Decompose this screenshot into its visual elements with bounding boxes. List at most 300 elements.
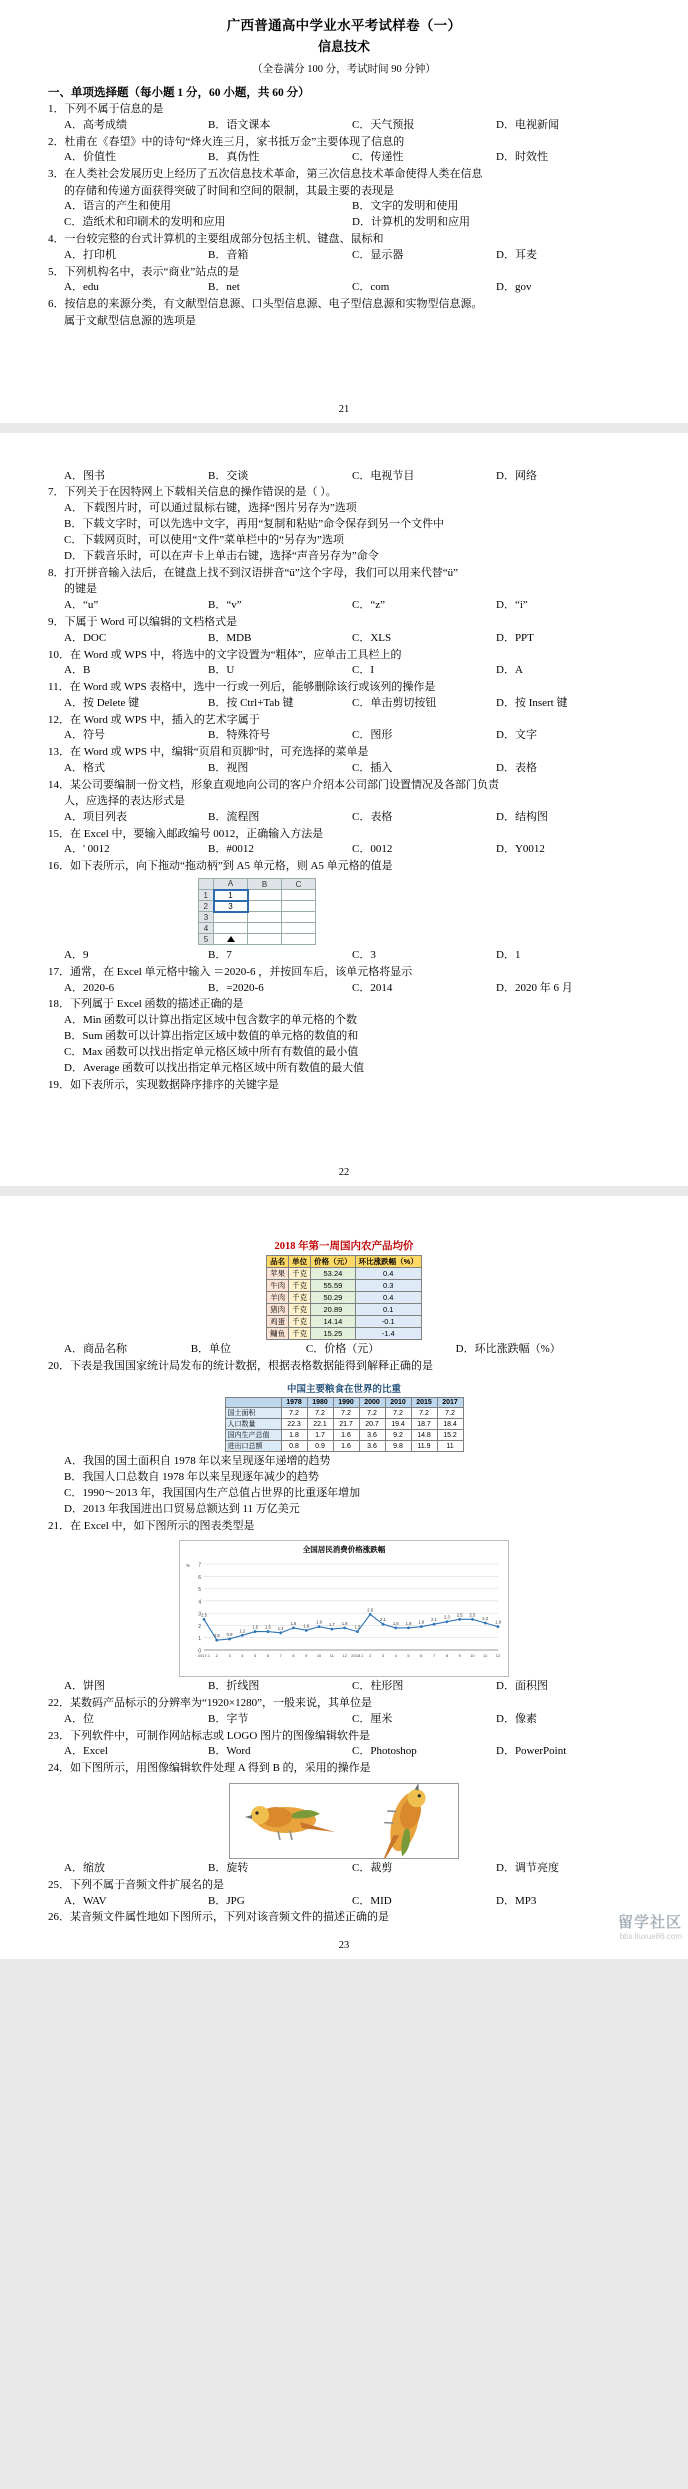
svg-text:6: 6 [420,1653,423,1659]
page-number: 22 [338,1167,350,1179]
option-b: B．net [208,281,240,294]
cell: 21.7 [333,1419,359,1430]
cell: 3.6 [359,1430,385,1441]
option-c: C．单击剪切按钮 [352,696,437,709]
svg-text:9: 9 [458,1653,461,1659]
col-1990: 1990 [333,1398,359,1408]
option-d: D．文字 [496,729,537,742]
table-row [225,1441,463,1452]
question-21-stem: 21．在 Excel 中，如下图所示的图表类型是 [48,1519,255,1532]
chart-canvas [184,1556,504,1674]
option-c: C．图形 [352,729,393,742]
svg-text:8: 8 [292,1653,295,1659]
option-d: D．Y0012 [496,843,545,856]
option-c: C．柱形图 [352,1680,404,1693]
svg-text:1.5: 1.5 [264,1624,271,1630]
svg-text:1.4: 1.4 [277,1626,284,1632]
col-unit: 单位 [289,1256,311,1268]
cell: 22.3 [281,1419,307,1430]
table-header-row [267,1256,422,1268]
cell-name: 牛肉 [267,1280,289,1292]
option-b: B．特殊符号 [208,729,271,742]
question-10-stem: 10．在 Word 或 WPS 中，将选中的文字设置为“粗体”，应单击工具栏上的 [48,648,402,661]
table-header-row [199,879,316,890]
question-20-option-d: D．2013 年我国进出口贸易总额达到 11 万亿美元 [64,1502,300,1515]
watermark-title: 留学社区 [617,1914,682,1932]
option-b: B．7 [208,949,232,961]
cell-change: 0.3 [355,1280,421,1292]
option-d: D．2020 年 6 月 [496,981,573,994]
option-d: D．结构图 [496,810,548,823]
option-b: B．真伪性 [208,151,260,164]
option-b: B．文字的发明和使用 [352,200,459,213]
svg-text:7: 7 [432,1653,436,1659]
option-d: D．时效性 [496,151,548,164]
svg-text:3: 3 [228,1653,231,1659]
option-a: A．edu [64,281,99,294]
option-a: A．Excel [64,1745,108,1758]
question-3-options-row2 [64,215,640,231]
cell-b3 [248,912,282,923]
cell: 7.2 [281,1408,307,1419]
svg-text:10: 10 [470,1653,475,1659]
cell-change: 0.4 [355,1292,421,1304]
question-15-stem: 15．在 Excel 中，要输入邮政编号 0012，正确输入方法是 [48,827,324,840]
option-c: C．插入 [352,761,393,774]
question-25-options [64,1894,640,1910]
svg-text:1.5: 1.5 [252,1624,259,1630]
question-23-stem: 23．下列软件中，可制作网站标志或 LOGO 图片的图像编辑软件是 [48,1729,371,1742]
option-b: B．折线图 [208,1680,260,1693]
option-a: A．饼图 [64,1680,105,1693]
col-2017: 2017 [437,1398,463,1408]
table-header-row [225,1398,463,1408]
option-a: A．缩放 [64,1862,105,1874]
row-header: 3 [199,912,214,923]
option-c: C．价格（元） [305,1343,380,1356]
table-row [199,901,316,912]
cell-price: 50.29 [311,1292,356,1304]
svg-text:5: 5 [198,1587,201,1594]
cell-b4 [248,923,282,934]
option-c: C．0012 [352,843,393,856]
option-d: D．PowerPoint [496,1745,567,1758]
option-a: A．' 0012 [64,843,110,856]
svg-text:2.1: 2.1 [431,1617,438,1623]
svg-text:5: 5 [407,1653,410,1659]
table-row [267,1304,422,1316]
question-9-stem: 9．下属于 Word 可以编辑的文档格式是 [48,615,238,628]
cell: 18.4 [437,1419,463,1430]
site-watermark [618,1911,682,1941]
option-b: B．#0012 [208,843,254,856]
cell-b2 [248,901,282,912]
svg-text:2.9: 2.9 [367,1607,374,1613]
option-c: C．I [352,664,374,677]
col-c: C [282,879,316,890]
cpi-line-chart-figure [179,1540,509,1677]
option-a: A．按 Delete 键 [64,696,140,709]
option-d: D．gov [496,281,532,294]
question-19-stem: 19．如下表所示，实现数据降序排序的关键字是 [48,1078,279,1091]
option-a: A．项目列表 [64,810,127,823]
svg-text:1.8: 1.8 [392,1621,399,1627]
option-d: D．电视新闻 [496,118,559,131]
cell-c1 [282,890,316,901]
option-b: B．旋转 [208,1862,249,1874]
question-6-stem-line1: 6．按信息的来源分类，有文献型信息源、口头型信息源、电子型信息源和实物型信息源。 [48,298,483,311]
svg-text:10: 10 [316,1653,322,1659]
svg-text:2.5: 2.5 [469,1612,476,1618]
cell: 0.9 [307,1441,333,1452]
cell: 11 [437,1441,463,1452]
svg-text:1.9: 1.9 [316,1620,322,1626]
svg-text:1.5: 1.5 [354,1624,361,1630]
option-d: D．按 Insert 键 [496,696,568,709]
question-23-options [64,1744,640,1760]
svg-text:7: 7 [279,1653,282,1659]
table-row [225,1430,463,1441]
col-blank [225,1398,281,1408]
question-4-stem: 4．一台较完整的台式计算机的主要组成部分包括主机、键盘、鼠标和 [48,233,384,246]
option-a: A．符号 [64,729,105,742]
question-7-option-d: D．下载音乐时，可以在声卡上单击右键，选择“声音另存为”命令 [64,549,379,562]
table-row [267,1316,422,1328]
excel-fill-handle-figure [198,878,316,945]
cell: 3.6 [359,1441,385,1452]
svg-text:3: 3 [198,1612,201,1619]
option-b: B．MDB [208,631,252,644]
table-row [267,1328,422,1340]
question-7-option-c: C．下载网页时，可以使用“文件”菜单栏中的“另存为”选项 [64,533,344,546]
cell: 18.7 [411,1419,437,1430]
svg-text:1.8: 1.8 [405,1621,412,1627]
question-7-option-b: B．下载文字时，可以先选中文字，再用“复制和粘贴”命令保存到另一个文件中 [64,517,445,530]
svg-text:11: 11 [483,1653,488,1659]
row-header: 1 [199,890,214,901]
svg-text:1.9: 1.9 [418,1620,425,1626]
page-22 [0,433,688,1187]
question-16-options [64,948,640,964]
svg-text:4: 4 [394,1653,397,1659]
option-b: B．JPG [208,1894,245,1907]
question-22-options [64,1712,640,1728]
option-c: C．XLS [352,631,392,644]
cell-change: -1.4 [355,1328,421,1340]
option-a: A．位 [64,1712,94,1725]
cell-a5 [214,934,248,945]
option-a: A．价值性 [64,151,116,164]
page-23 [0,1196,688,1959]
chart-title: 全国居民消费价格涨跌幅 [302,1545,386,1555]
row-label: 人口数量 [225,1419,281,1430]
cell-name: 鸡蛋 [267,1316,289,1328]
option-d: D．环比涨跌幅（%） [455,1343,561,1356]
cell-c3 [282,912,316,923]
question-14-options [64,810,640,826]
option-b: B．“v” [208,599,242,612]
cell: 19.4 [385,1419,411,1430]
option-d: D．1 [496,949,521,961]
bird-image-figure [229,1783,459,1859]
option-b: B．Word [208,1745,251,1758]
row-header: 4 [199,923,214,934]
cell-a3 [214,912,248,923]
cell: 9.2 [385,1430,411,1441]
cell: 7.2 [437,1408,463,1419]
question-17-stem: 17．通常，在 Excel 单元格中输入 ＝2020-6 ，并按回车后，该单元格将显示 [48,965,413,978]
svg-text:%: % [186,1563,191,1569]
question-18-stem: 18．下列属于 Excel 函数的描述正确的是 [48,998,244,1011]
option-a: A．B [64,664,91,677]
question-5-stem: 5．下列机构名中，表示“商业”站点的是 [48,265,240,278]
question-25-stem: 25．下列不属于音频文件扩展名的是 [48,1878,224,1891]
question-20-option-b: B．我国人口总数自 1978 年以来呈现逐年减少的趋势 [64,1470,319,1483]
svg-text:12: 12 [495,1653,501,1659]
option-a: A．语言的产生和使用 [64,200,171,213]
svg-text:2: 2 [215,1653,218,1659]
question-5-options [64,280,640,296]
question-1-options [64,118,640,134]
cell: 7.2 [359,1408,385,1419]
option-c: C．裁剪 [352,1862,393,1874]
cell: 7.2 [333,1408,359,1419]
table-row [199,923,316,934]
cell-price: 55.59 [311,1280,356,1292]
cell-price: 20.89 [311,1304,356,1316]
question-13-stem: 13．在 Word 或 WPS 中，编辑“页眉和页脚”时，可充选择的菜单是 [48,746,369,759]
option-c: C．厘米 [352,1712,393,1725]
option-c: C．3 [352,949,376,961]
svg-text:12: 12 [342,1653,347,1659]
question-12-stem: 12．在 Word 或 WPS 中，插入的艺术字属于 [48,713,260,726]
option-a: A．高考成绩 [64,118,127,131]
question-2-options [64,150,640,166]
svg-text:2.5: 2.5 [201,1612,207,1618]
question-1-stem: 1．下列不属于信息的是 [48,103,164,115]
option-d: D．调节亮度 [496,1862,559,1874]
cell-unit: 千克 [289,1304,311,1316]
option-b: B．字节 [208,1712,249,1725]
question-7-stem: 7．下列关于在因特网上下载相关信息的操作错误的是（ ）。 [48,486,337,499]
question-22-stem: 22．某数码产品标示的分辨率为“1920×1280”，一般来说，其单位是 [48,1697,372,1710]
option-a: A．商品名称 [64,1343,127,1356]
option-c: C．造纸术和印刷术的发明和应用 [64,216,226,229]
svg-text:9: 9 [305,1653,308,1659]
cell-c2 [282,901,316,912]
svg-text:1.2: 1.2 [239,1628,246,1634]
svg-text:6: 6 [266,1653,270,1659]
option-b: B．音箱 [208,248,249,261]
option-c: C．显示器 [352,248,404,261]
cell-change: 0.1 [355,1304,421,1316]
col-1978: 1978 [281,1398,307,1408]
svg-text:5: 5 [254,1653,257,1659]
option-b: B．U [208,664,235,677]
cell-name: 鳙鱼 [267,1328,289,1340]
question-20-option-c: C．1990～2013 年，我国国内生产总值占世界的比重逐年增加 [64,1486,361,1499]
col-2000: 2000 [359,1398,385,1408]
option-a: A．DOC [64,631,107,644]
col-price: 价格（元） [311,1256,356,1268]
option-d: D．像素 [496,1712,537,1725]
cell: 20.7 [359,1419,385,1430]
option-d: D．MP3 [496,1894,537,1907]
svg-text:6: 6 [198,1575,201,1582]
cell-change: 0.4 [355,1268,421,1280]
col-name: 品名 [267,1256,289,1268]
cell-price: 15.25 [311,1328,356,1340]
cell: 7.2 [411,1408,437,1419]
option-a: A．9 [64,949,89,961]
corner-cell [199,879,214,890]
cell-unit: 千克 [289,1268,311,1280]
option-b: B．单位 [190,1343,232,1356]
cell: 1.6 [333,1430,359,1441]
cell: 14.8 [411,1430,437,1441]
section-heading-1: 一、单项选择题（每小题 1 分，60 小题，共 60 分） [48,87,310,99]
svg-text:2.1: 2.1 [380,1617,386,1623]
svg-text:1.9: 1.9 [495,1620,501,1626]
option-a: A．“u” [64,599,99,612]
question-14-stem-line2: 人，应选择的表达形式是 [64,795,185,808]
exam-note: （全卷满分 100 分，考试时间 90 分钟） [252,64,436,75]
question-3-stem-line1: 3．在人类社会发展历史上经历了五次信息技术革命，第三次信息技术革命使得人类在信息 [48,168,483,181]
question-8-stem-line1: 8．打开拼音输入法后，在键盘上找不到汉语拼音“ü”这个字母，我们可以用来代替“ü” [48,566,459,579]
gdp-share-table [225,1397,464,1452]
bird-illustration [230,1784,459,1859]
svg-text:4: 4 [198,1599,201,1606]
cell-name: 羊肉 [267,1292,289,1304]
table-row [199,912,316,923]
svg-text:0: 0 [198,1648,201,1655]
option-c: C．2014 [352,981,393,994]
question-11-options [64,696,640,712]
cell-a4 [214,923,248,934]
option-d: D．A [496,664,523,677]
svg-text:2.2: 2.2 [482,1616,489,1622]
cell-b1 [248,890,282,901]
cell: 7.2 [385,1408,411,1419]
question-26-stem: 26．某音频文件属性地如下图所示，下列对该音频文件的描述正确的是 [48,1911,389,1924]
question-24-options [64,1861,640,1877]
option-c: C．天气预报 [352,118,415,131]
question-24-stem: 24．如下图所示，用图像编辑软件处理 A 得到 B 的，采用的操作是 [48,1762,371,1775]
fill-handle-arrow-icon [227,936,235,942]
question-9-options [64,631,640,647]
cell-name: 苹果 [267,1268,289,1280]
question-14-stem-line1: 14．某公司要编制一份文档，形象直观地向公司的客户介绍本公司部门设置情况及各部门负责 [48,778,499,791]
question-7-option-a: A．下载图片时，可以通过鼠标右键，选择“图片另存为”选项 [64,502,357,515]
question-16-stem: 16．如下表所示，向下拖动“拖动柄”到 A5 单元格，则 A5 单元格的值是 [48,860,393,873]
question-11-stem: 11．在 Word 或 WPS 表格中，选中一行或一列后，能够删除该行或该列的操作是 [48,681,436,694]
question-18-option-b: B．Sum 函数可以计算出指定区域中数值的单元格的数值的和 [64,1030,359,1043]
question-3-options-row1 [64,199,640,215]
question-21-options [64,1679,640,1695]
svg-text:3: 3 [381,1653,385,1659]
cell: 9.8 [385,1441,411,1452]
question-17-options [64,981,640,997]
option-d: D．耳麦 [496,248,537,261]
col-2015: 2015 [411,1398,437,1408]
svg-text:2018.1: 2018.1 [351,1653,364,1659]
svg-text:1.8: 1.8 [290,1621,297,1627]
row-label: 进出口总额 [225,1441,281,1452]
row-header: 2 [199,901,214,912]
option-c: C．“z” [352,599,385,612]
cell-c4 [282,923,316,934]
option-b: B．语文课本 [208,118,271,131]
col-1980: 1980 [307,1398,333,1408]
cell-price: 14.14 [311,1316,356,1328]
question-20-stem: 20．下表是我国国家统计局发布的统计数据，根据表格数据能得到解释正确的是 [48,1360,433,1373]
question-13-options [64,761,640,777]
agri-price-figure [48,1238,640,1340]
agri-price-table [266,1255,422,1340]
option-d: D．“i” [496,599,528,612]
option-c: C．com [352,281,390,294]
option-a: A．格式 [64,761,105,774]
question-18-option-d: D．Average 函数可以找出指定单元格区域中所有数值的最大值 [64,1061,365,1074]
table-row [267,1268,422,1280]
cell: 15.2 [437,1430,463,1441]
svg-text:2: 2 [198,1624,201,1631]
question-8-stem-line2: 的键是 [64,583,97,596]
option-b: B．视图 [208,761,249,774]
figure-title: 中国主要粮食在世界的比重 [286,1385,401,1395]
page-number: 21 [338,403,350,415]
option-c: C．传递性 [352,151,404,164]
cell-a1: 1 [214,890,248,901]
col-2010: 2010 [385,1398,411,1408]
cell-price: 53.24 [311,1268,356,1280]
question-2-stem: 2．杜甫在《春望》中的诗句“烽火连三月，家书抵万金”主要体现了信息的 [48,135,405,148]
svg-text:1.6: 1.6 [303,1623,310,1629]
option-b: B．流程图 [208,810,260,823]
table-row [267,1292,422,1304]
page-number: 23 [338,1940,350,1952]
question-4-options [64,248,640,264]
table-row [199,890,316,901]
option-d: D．计算机的发明和应用 [352,216,470,229]
cell-unit: 千克 [289,1292,311,1304]
question-18-option-c: C．Max 函数可以找出指定单元格区域中所有有数值的最小值 [64,1045,359,1058]
cell-unit: 千克 [289,1328,311,1340]
option-b: B．交谈 [208,469,249,482]
svg-text:2: 2 [369,1653,372,1659]
row-label: 国土面积 [225,1408,281,1419]
question-8-options [64,598,640,614]
svg-text:2.3: 2.3 [443,1615,450,1621]
cell-a2: 3 [214,901,248,912]
svg-text:2.5: 2.5 [456,1612,463,1618]
cell: 1.8 [281,1430,307,1441]
cell: 1.7 [307,1430,333,1441]
question-19-options [64,1342,640,1358]
option-c: C．MID [352,1894,392,1907]
table-row [199,934,316,945]
svg-text:7: 7 [198,1562,201,1569]
svg-text:4: 4 [241,1653,244,1659]
cell-b5 [248,934,282,945]
svg-text:0.8: 0.8 [213,1633,220,1639]
table-row [225,1419,463,1430]
page-subtitle: 信息技术 [317,39,370,54]
option-c: C．表格 [352,810,393,823]
svg-text:1.8: 1.8 [341,1621,348,1627]
option-a: A．打印机 [64,248,116,261]
svg-text:2017.1: 2017.1 [197,1653,211,1659]
